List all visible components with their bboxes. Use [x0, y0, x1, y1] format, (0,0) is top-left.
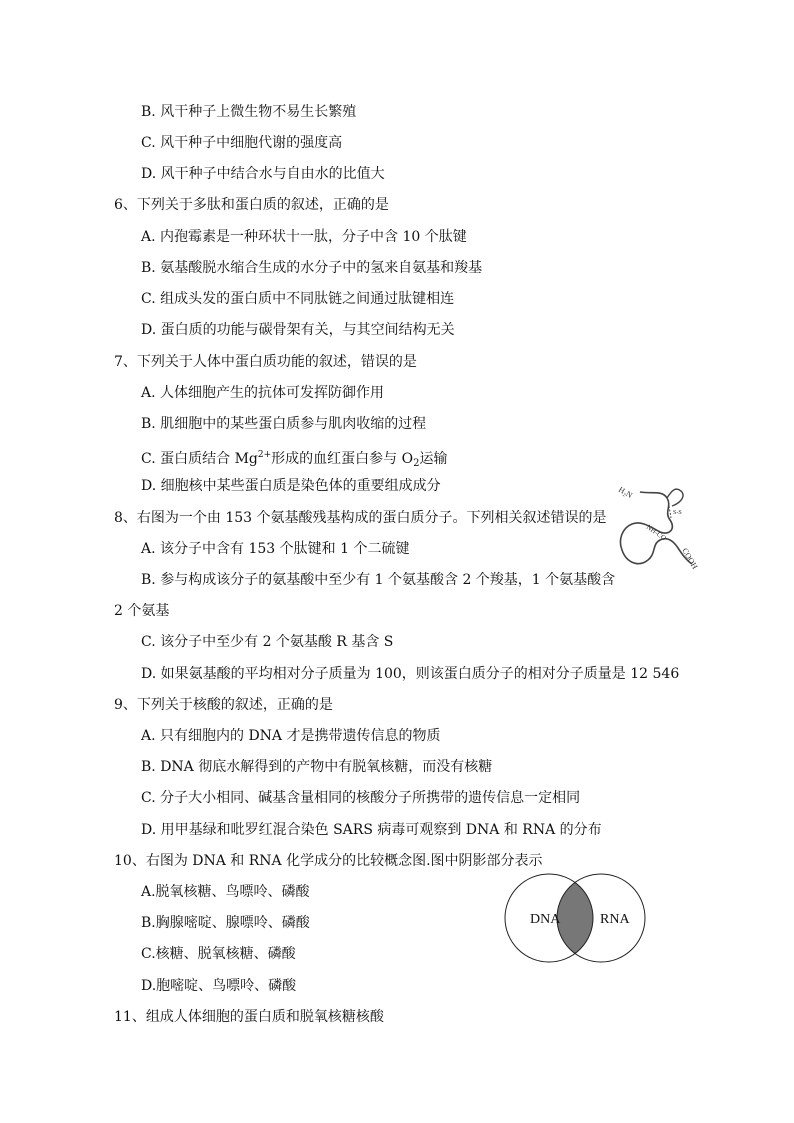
q10-option-a: A.脱氧核糖、鸟嘌呤、磷酸 [141, 884, 310, 900]
venn-dna-label: DNA [530, 912, 561, 927]
q9-option-a: A. 只有细胞内的 DNA 才是携带遗传信息的物质 [141, 728, 441, 744]
q8-option-b-continued: 2 个氨基 [114, 603, 170, 619]
c-terminal-label: COOH [680, 546, 700, 571]
q7-stem: 7、下列关于人体中蛋白质功能的叙述，错误的是 [114, 354, 417, 370]
q7-option-a: A. 人体细胞产生的抗体可发挥防御作用 [141, 385, 385, 401]
protein-molecule-figure [612, 476, 712, 580]
q10-option-c: C.核糖、脱氧核糖、磷酸 [141, 946, 296, 962]
q8-option-a: A. 该分子中含有 153 个肽键和 1 个二硫键 [141, 541, 410, 557]
peptide-bond-label: NH-CO [644, 523, 668, 543]
q7-option-c-suffix: 运输 [419, 451, 448, 467]
q6-option-c: C. 组成头发的蛋白质中不同肽链之间通过肽键相连 [141, 291, 455, 307]
disulfide-bridge [669, 506, 671, 518]
q9-option-c: C. 分子大小相同、碱基含量相同的核酸分子所携带的遗传信息一定相同 [141, 790, 581, 806]
q6-option-d: D. 蛋白质的功能与碳骨架有关，与其空间结构无关 [141, 322, 455, 338]
q10-option-b: B.胸腺嘧啶、腺嘌呤、磷酸 [141, 915, 310, 931]
q5-option-b: B. 风干种子上微生物不易生长繁殖 [141, 104, 357, 120]
chain-loop [667, 489, 683, 506]
q7-option-d: D. 细胞核中某些蛋白质是染色体的重要组成成分 [141, 478, 441, 494]
venn-rna-label: RNA [600, 912, 630, 927]
q8-option-b: B. 参与构成该分子的氨基酸中至少有 1 个氨基酸含 2 个羧基，1 个氨基酸含 [141, 572, 616, 588]
q9-option-b: B. DNA 彻底水解得到的产物中有脱氧核糖，而没有核糖 [141, 759, 493, 775]
dna-rna-venn-diagram [502, 872, 648, 964]
q7-option-c-prefix: C. 蛋白质结合 Mg [141, 451, 258, 467]
oxygen-subscript: 2 [413, 458, 420, 469]
q5-option-d: D. 风干种子中结合水与自由水的比值大 [141, 166, 385, 182]
q8-option-c: C. 该分子中至少有 2 个氨基酸 R 基含 S [141, 634, 394, 650]
q7-option-c [141, 445, 447, 474]
q6-option-a: A. 内孢霉素是一种环状十一肽，分子中含 10 个肽键 [141, 229, 467, 245]
q8-option-d: D. 如果氨基酸的平均相对分子质量为 100，则该蛋白质分子的相对分子质量是 12 546 [141, 666, 680, 682]
q6-stem: 6、下列关于多肽和蛋白质的叙述，正确的是 [114, 197, 389, 213]
q6-option-b: B. 氨基酸脱水缩合生成的水分子中的氢来自氨基和羧基 [141, 260, 483, 276]
n-terminal-label: H₂N [617, 484, 634, 500]
q10-stem: 10、右图为 DNA 和 RNA 化学成分的比较概念图.图中阴影部分表示 [114, 853, 543, 869]
q8-stem: 8、右图为一个由 153 个氨基酸残基构成的蛋白质分子。下列相关叙述错误的是 [114, 510, 607, 526]
q11-stem: 11、组成人体细胞的蛋白质和脱氧核糖核酸 [114, 1009, 384, 1025]
q9-stem: 9、下列关于核酸的叙述，正确的是 [114, 697, 333, 713]
q5-option-c: C. 风干种子中细胞代谢的强度高 [141, 135, 343, 151]
q7-option-b: B. 肌细胞中的某些蛋白质参与肌肉收缩的过程 [141, 416, 427, 432]
q7-option-c-middle: 形成的血红蛋白参与 O [271, 451, 414, 467]
magnesium-charge: 2+ [257, 450, 272, 460]
q9-option-d: D. 用甲基绿和吡罗红混合染色 SARS 病毒可观察到 DNA 和 RNA 的分布 [141, 822, 602, 838]
q10-option-d: D.胞嘧啶、鸟嘌呤、磷酸 [141, 978, 297, 994]
disulfide-label: S-S [673, 510, 682, 516]
